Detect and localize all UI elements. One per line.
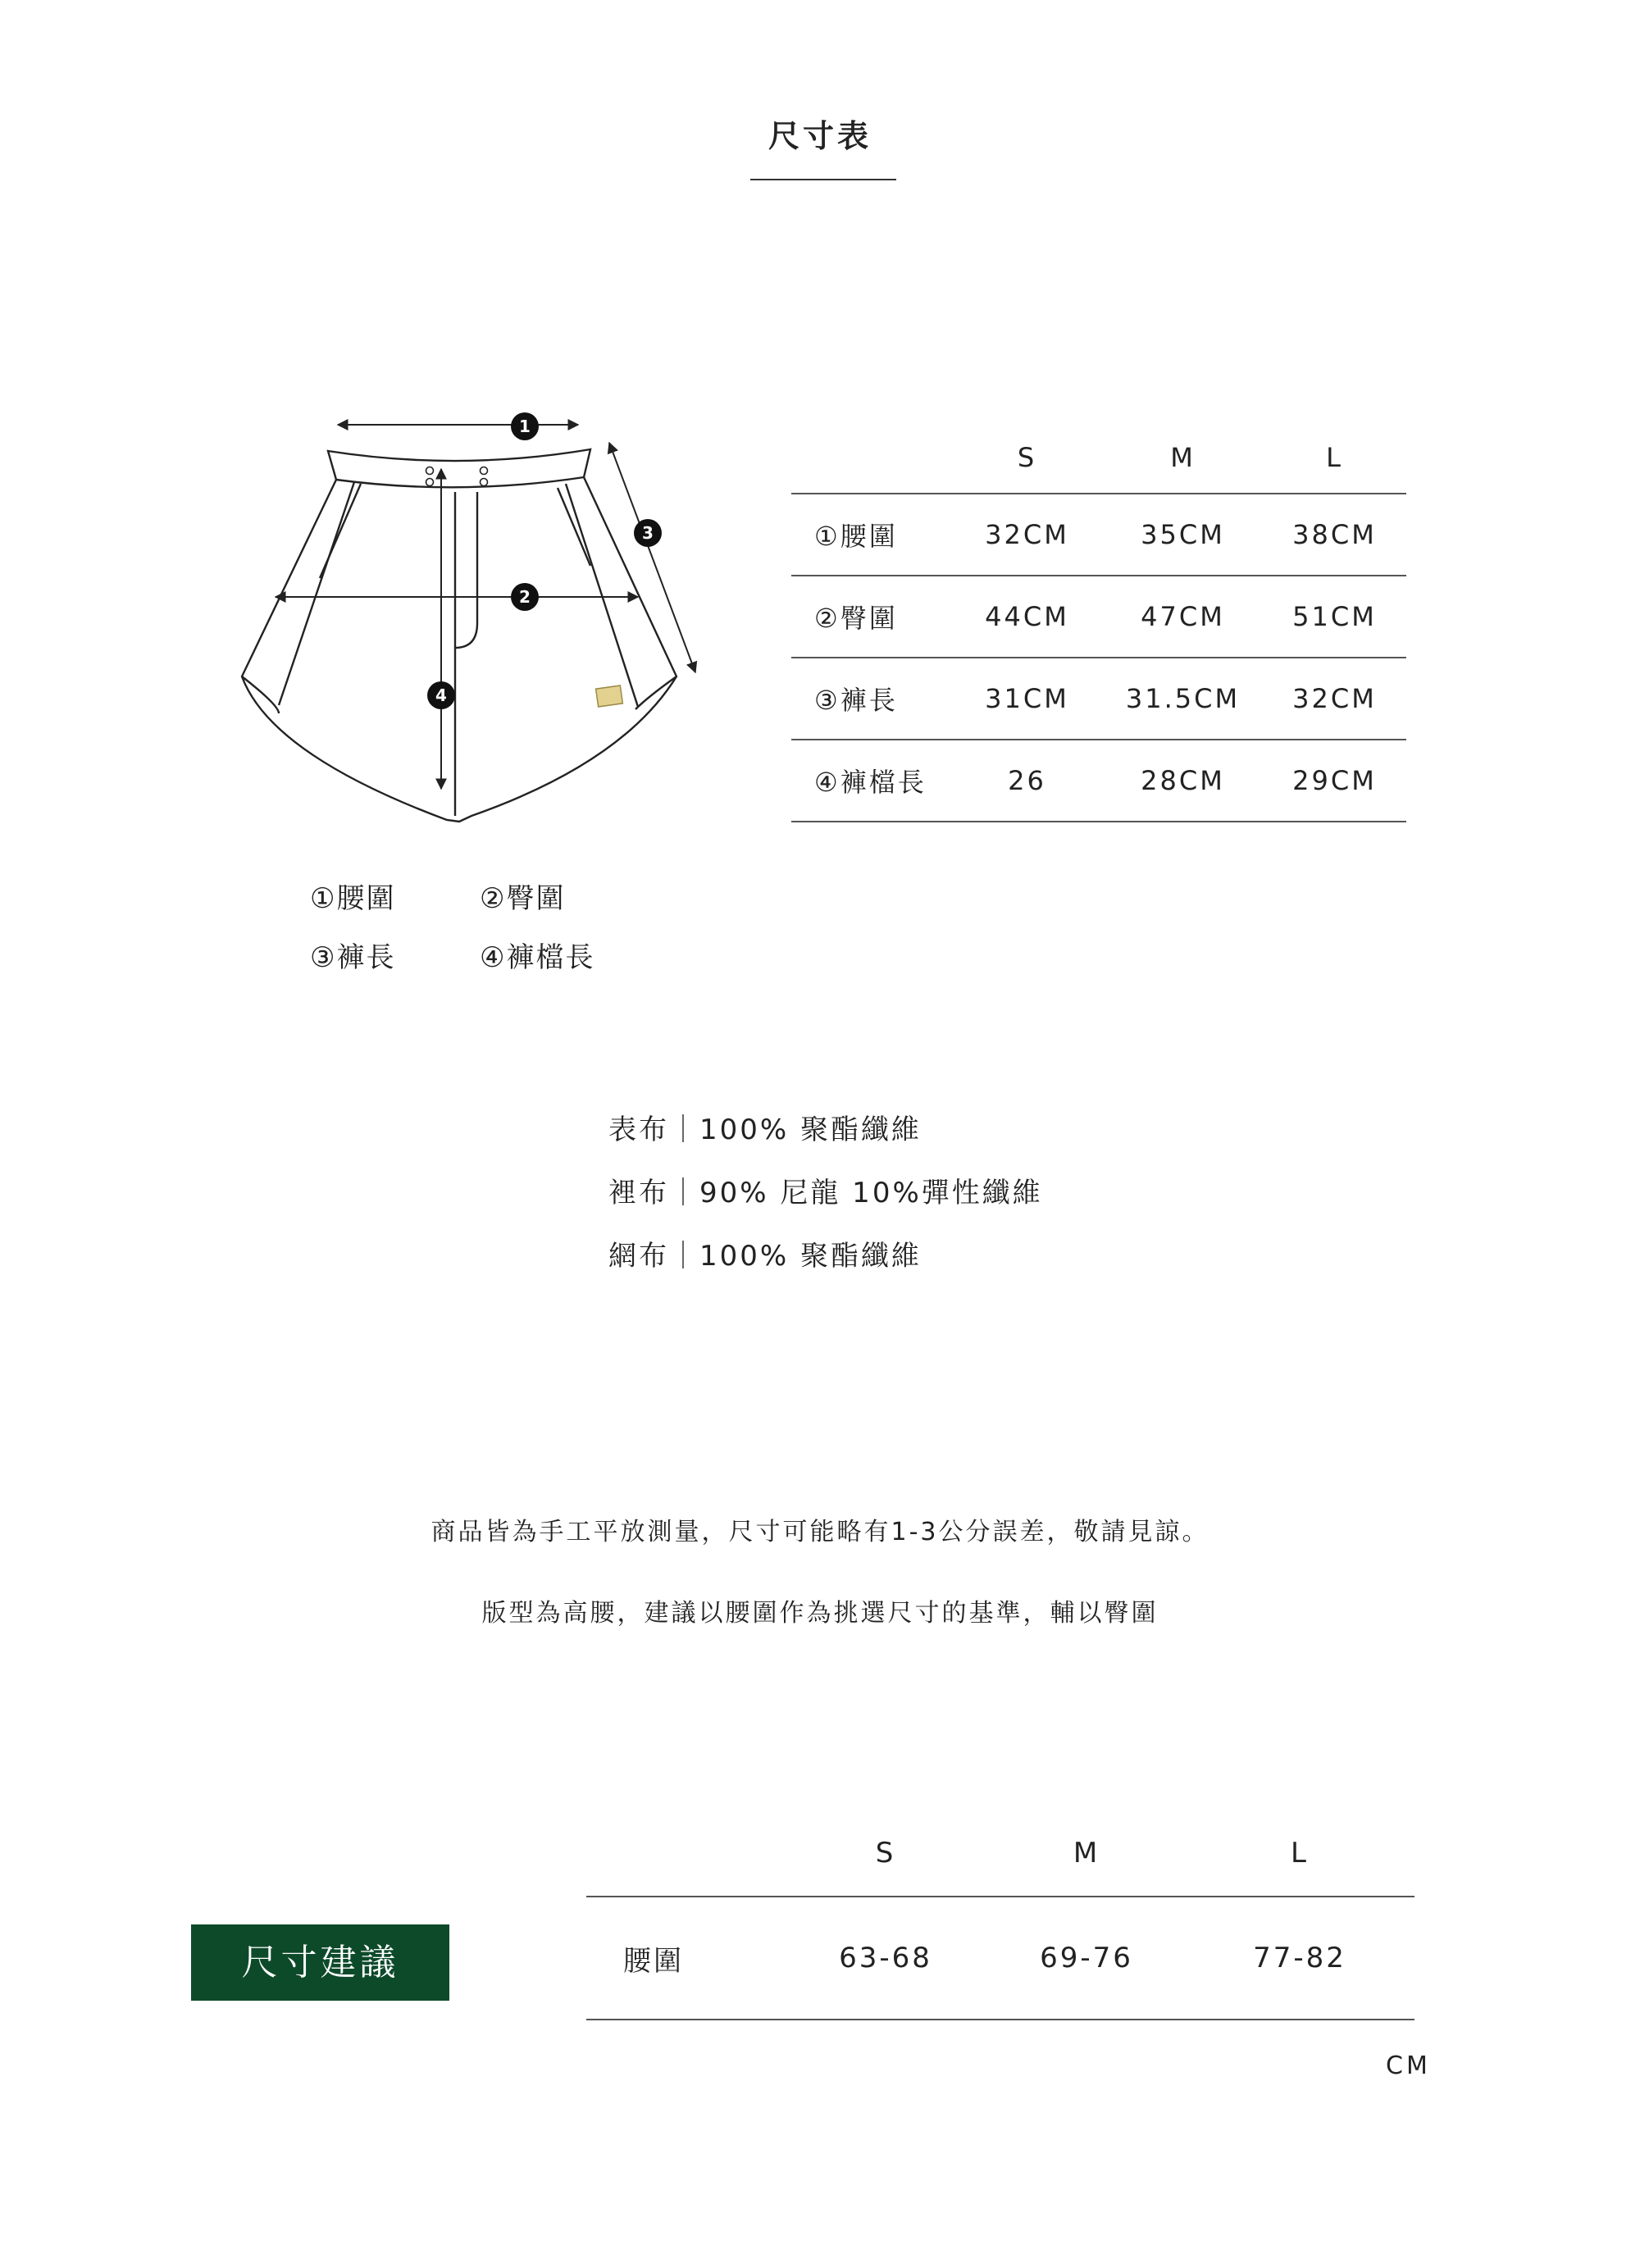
cell-value: 32CM [1263, 658, 1406, 740]
header-blank [791, 422, 951, 494]
size-recommendation-badge: 尺寸建議 [191, 1924, 449, 2001]
row-label: ④褲檔長 [791, 740, 951, 822]
size-table [791, 422, 1406, 822]
cell-value: 31CM [951, 658, 1103, 740]
table-row [791, 576, 1406, 658]
marker-4 [427, 681, 455, 709]
fabric-outer: 表布｜100% 聚酯纖維 [608, 1114, 922, 1146]
header-l: L [1185, 1810, 1414, 1897]
cell-value: 31.5CM [1103, 658, 1263, 740]
size-table-header [791, 422, 1406, 494]
title-underline [750, 179, 896, 180]
header-s: S [951, 422, 1103, 494]
svg-text:3: 3 [642, 523, 654, 543]
table-row [791, 658, 1406, 740]
legend-rise: ④褲檔長 [480, 941, 595, 974]
cell-value: 44CM [951, 576, 1103, 658]
cell-value: 28CM [1103, 740, 1263, 822]
cell-value: 51CM [1263, 576, 1406, 658]
cell-value: 47CM [1103, 576, 1263, 658]
cell-value: 38CM [1263, 494, 1406, 576]
header-m: M [1103, 422, 1263, 494]
row-label: ②臀圍 [791, 576, 951, 658]
header-l: L [1263, 422, 1406, 494]
row-label: ③褲長 [791, 658, 951, 740]
measurement-note: 商品皆為手工平放測量，尺寸可能略有1-3公分誤差，敬請見諒。 [430, 1518, 1210, 1546]
cell-value: 26 [951, 740, 1103, 822]
table-row [586, 1897, 1414, 2020]
recommendation-table [586, 1810, 1414, 2020]
marker-3 [634, 519, 662, 547]
legend-hip: ②臀圍 [480, 882, 566, 915]
svg-text:1: 1 [519, 417, 531, 436]
legend-waist: ①腰圍 [310, 882, 396, 915]
table-row [791, 494, 1406, 576]
header-s: S [783, 1810, 988, 1897]
svg-text:4: 4 [435, 685, 447, 705]
unit-label: CM [1386, 2052, 1431, 2080]
table-row [791, 740, 1406, 822]
cell-value: 77-82 [1185, 1897, 1414, 2020]
recommendation-header [586, 1810, 1414, 1897]
row-label: ①腰圍 [791, 494, 951, 576]
shorts-measurement-diagram [221, 385, 746, 845]
fabric-mesh: 網布｜100% 聚酯纖維 [608, 1240, 922, 1273]
svg-text:2: 2 [519, 587, 531, 607]
cell-value: 32CM [951, 494, 1103, 576]
cell-value: 69-76 [988, 1897, 1185, 2020]
marker-1 [511, 412, 539, 440]
cell-value: 29CM [1263, 740, 1406, 822]
header-blank [586, 1810, 783, 1897]
header-m: M [988, 1810, 1185, 1897]
marker-2 [511, 583, 539, 611]
page-title: 尺寸表 [768, 118, 872, 154]
cell-value: 35CM [1103, 494, 1263, 576]
fabric-lining: 裡布｜90% 尼龍 10%彈性纖維 [608, 1177, 1043, 1209]
fit-note: 版型為高腰，建議以腰圍作為挑選尺寸的基準，輔以臀圍 [481, 1599, 1159, 1628]
row-label: 腰圍 [586, 1897, 783, 2020]
cell-value: 63-68 [783, 1897, 988, 2020]
legend-length: ③褲長 [310, 941, 396, 974]
